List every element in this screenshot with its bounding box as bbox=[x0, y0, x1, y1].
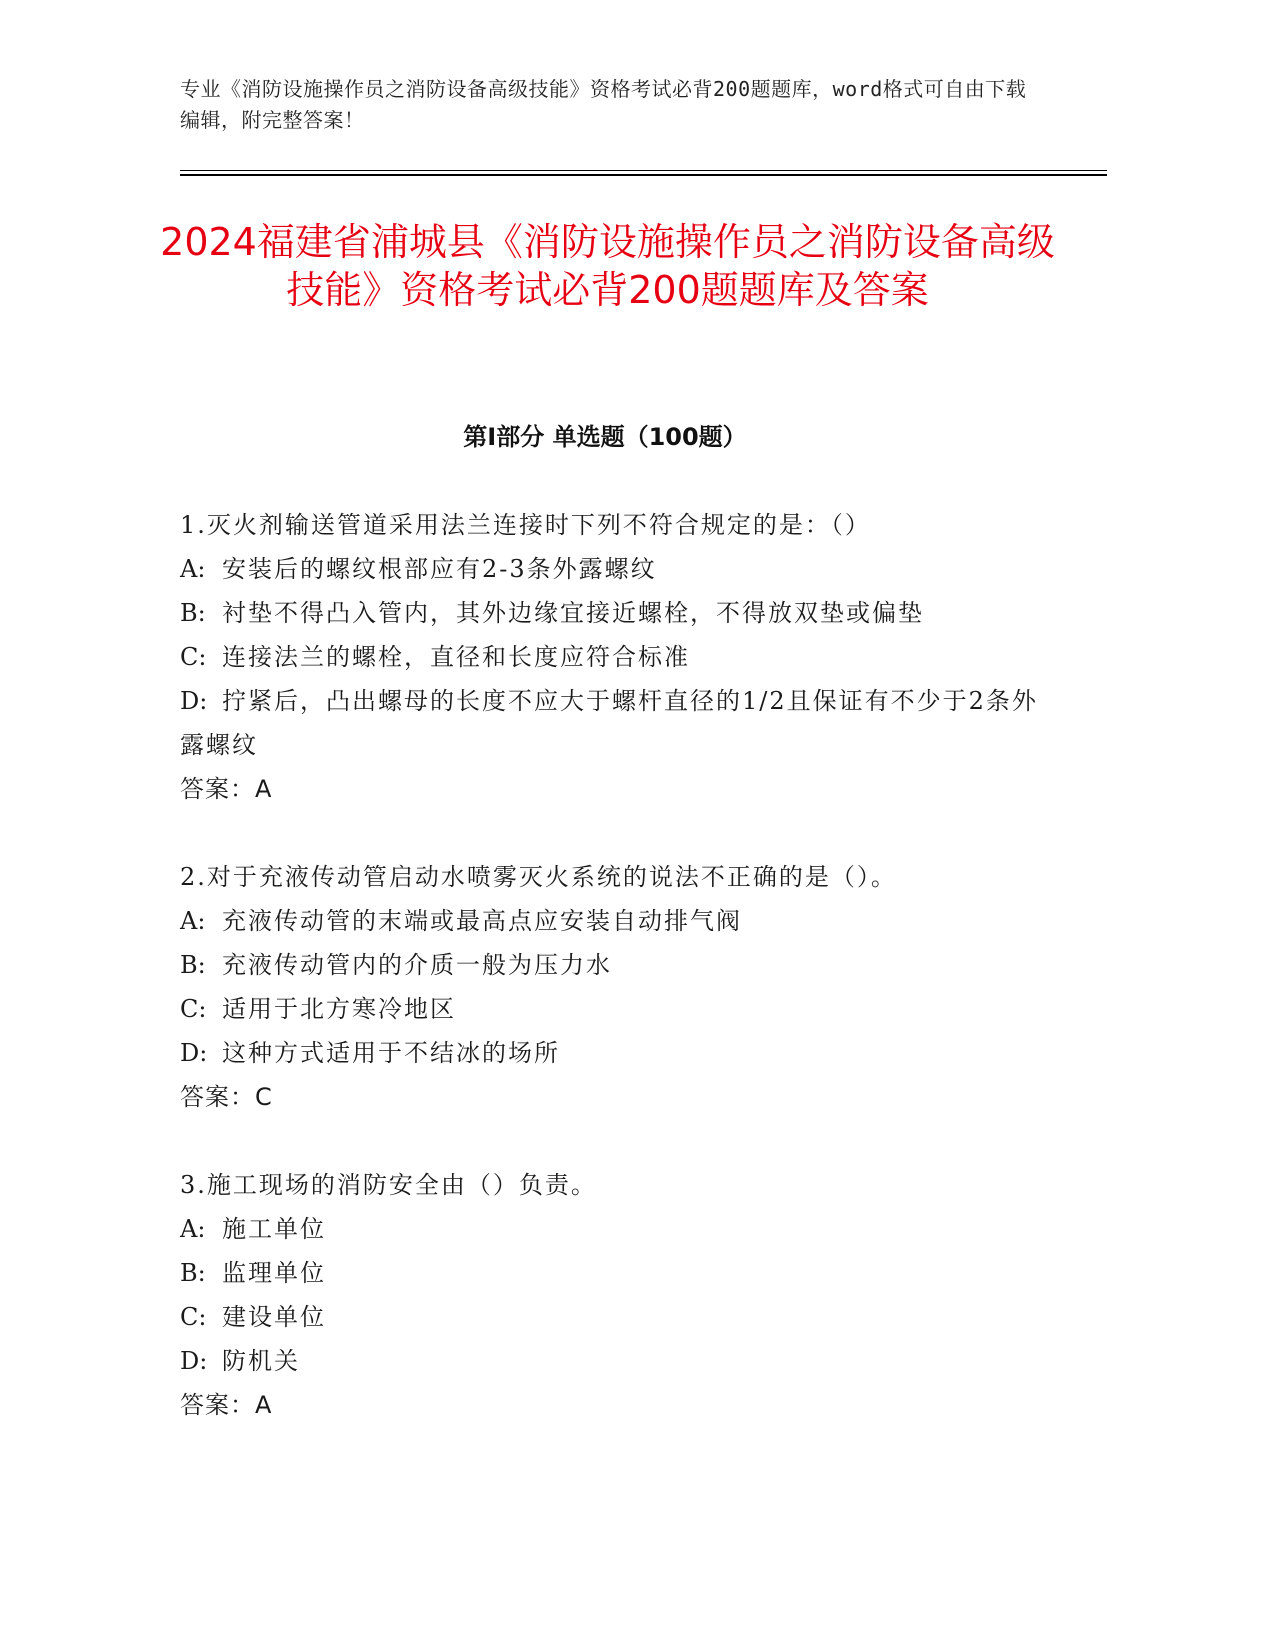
document-title: 2024福建省浦城县《消防设施操作员之消防设备高级技能》资格考试必背200题题库及答案 bbox=[160, 220, 1055, 312]
option-text: 充液传动管内的介质一般为压力水 bbox=[222, 951, 612, 979]
question-2 bbox=[180, 855, 1040, 1119]
question-3 bbox=[180, 1163, 1040, 1427]
option-key: C: bbox=[180, 995, 207, 1023]
option-a bbox=[180, 1207, 1040, 1251]
option-key: D: bbox=[180, 687, 208, 715]
option-a bbox=[180, 547, 1040, 591]
answer-line: 答案：C bbox=[180, 1083, 273, 1111]
option-key: A: bbox=[180, 555, 206, 583]
option-key: C: bbox=[180, 643, 207, 671]
option-key: B: bbox=[180, 599, 206, 627]
option-c bbox=[180, 1295, 1040, 1339]
option-text: 充液传动管的末端或最高点应安装自动排气阀 bbox=[222, 907, 742, 935]
question-1 bbox=[180, 503, 1040, 811]
option-text: 这种方式适用于不结冰的场所 bbox=[222, 1039, 560, 1067]
option-key: B: bbox=[180, 1259, 206, 1287]
option-text: 连接法兰的螺栓，直径和长度应符合标准 bbox=[222, 643, 690, 671]
option-d bbox=[180, 1339, 1040, 1383]
option-key: D: bbox=[180, 1347, 208, 1375]
header-note: 专业《消防设施操作员之消防设备高级技能》资格考试必背200题题库，word格式可自由下载编辑，附完整答案！ bbox=[180, 77, 1027, 132]
option-b bbox=[180, 591, 1040, 635]
option-text: 建设单位 bbox=[222, 1303, 326, 1331]
option-key: A: bbox=[180, 1215, 206, 1243]
option-text: 监理单位 bbox=[222, 1259, 326, 1287]
option-text: 施工单位 bbox=[222, 1215, 326, 1243]
question-list bbox=[180, 503, 1040, 1471]
option-text: 适用于北方寒冷地区 bbox=[222, 995, 456, 1023]
question-stem: 2.对于充液传动管启动水喷雾灭火系统的说法不正确的是（）。 bbox=[180, 863, 897, 891]
section-title: 第Ⅰ部分 单选题（100题） bbox=[463, 423, 747, 451]
header-divider-thin bbox=[180, 170, 1107, 171]
question-stem: 3.施工现场的消防安全由（）负责。 bbox=[180, 1171, 597, 1199]
header-divider-thick bbox=[180, 174, 1107, 176]
answer-line: 答案：A bbox=[180, 775, 273, 803]
option-b bbox=[180, 1251, 1040, 1295]
option-c bbox=[180, 635, 1040, 679]
option-key: B: bbox=[180, 951, 206, 979]
question-stem: 1.灭火剂输送管道采用法兰连接时下列不符合规定的是：（） bbox=[180, 511, 871, 539]
option-text: 防机关 bbox=[222, 1347, 300, 1375]
option-text: 衬垫不得凸入管内，其外边缘宜接近螺栓，不得放双垫或偏垫 bbox=[222, 599, 924, 627]
answer-line: 答案：A bbox=[180, 1391, 273, 1419]
option-key: A: bbox=[180, 907, 206, 935]
option-c bbox=[180, 987, 1040, 1031]
option-text: 拧紧后，凸出螺母的长度不应大于螺杆直径的1/2且保证有不少于2条外露螺纹 bbox=[180, 687, 1038, 759]
option-text: 安装后的螺纹根部应有2-3条外露螺纹 bbox=[222, 555, 657, 583]
option-key: C: bbox=[180, 1303, 207, 1331]
option-b bbox=[180, 943, 1040, 987]
option-d bbox=[180, 679, 1040, 767]
option-a bbox=[180, 899, 1040, 943]
option-key: D: bbox=[180, 1039, 208, 1067]
option-d bbox=[180, 1031, 1040, 1075]
